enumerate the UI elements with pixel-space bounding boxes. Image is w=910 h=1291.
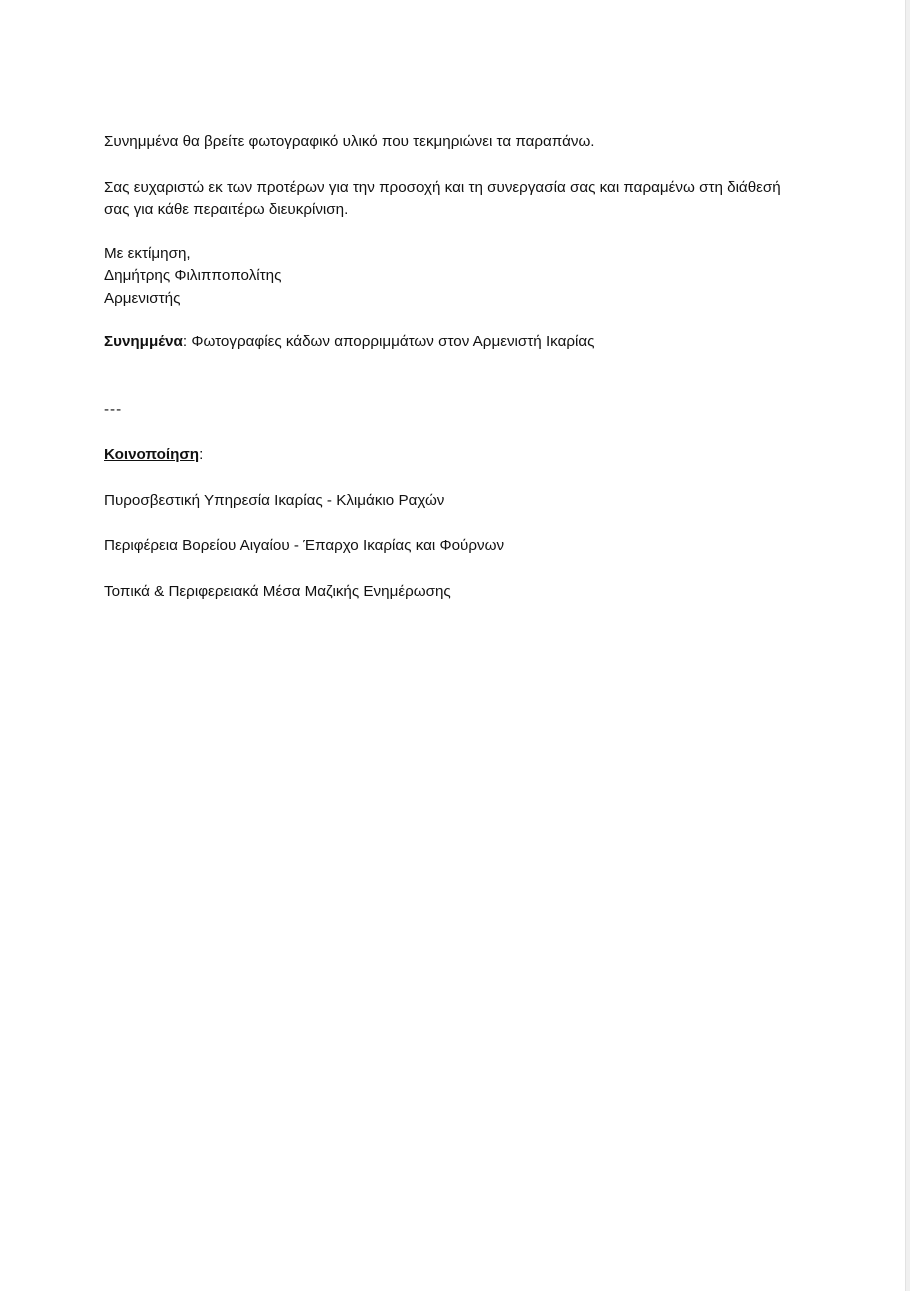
closing-salutation: Με εκτίμηση, (104, 244, 191, 262)
thanks-paragraph: Σας ευχαριστώ εκ των προτέρων για την προσοχή και τη συνεργασία σας και παραμένω στη διάθεσή σας για κάθε περαιτέρω διευκρίνιση. (104, 178, 781, 218)
attachments-label: Συνημμένα (104, 333, 183, 350)
divider-line: --- (104, 400, 123, 418)
signer-name: Δημήτρης Φιλιππoπολίτης (104, 267, 282, 284)
attachments-text: Φωτογραφίες κάδων απορριμμάτων στον Αρμενιστή Ικαρίας (187, 333, 595, 350)
attachments-colon: : (182, 333, 188, 350)
attachment-note-paragraph: Συνημμένα θα βρείτε φωτογραφικό υλικό που τεκμηριώνει τα παραπάνω. (104, 133, 595, 150)
cc-heading (104, 444, 804, 467)
signer-location: Αρμενιστής (104, 289, 181, 307)
cc-recipient: Τοπικά & Περιφερειακά Μέσα Μαζικής Ενημέρωσης (104, 582, 451, 600)
signature-block (104, 243, 804, 311)
cc-colon: : (199, 446, 204, 463)
page-edge-shadow (906, 0, 910, 1291)
cc-label: Κοινοποίηση (104, 446, 200, 463)
cc-recipient: Πυροσβεστική Υπηρεσία Ικαρίας - Κλιμάκιο Ραχών (104, 491, 445, 509)
cc-recipient: Περιφέρεια Βορείου Αιγαίου - Έπαρχο Ικαρίας και Φούρνων (104, 537, 505, 554)
letter-body (104, 131, 804, 626)
attachments-line (104, 331, 804, 354)
